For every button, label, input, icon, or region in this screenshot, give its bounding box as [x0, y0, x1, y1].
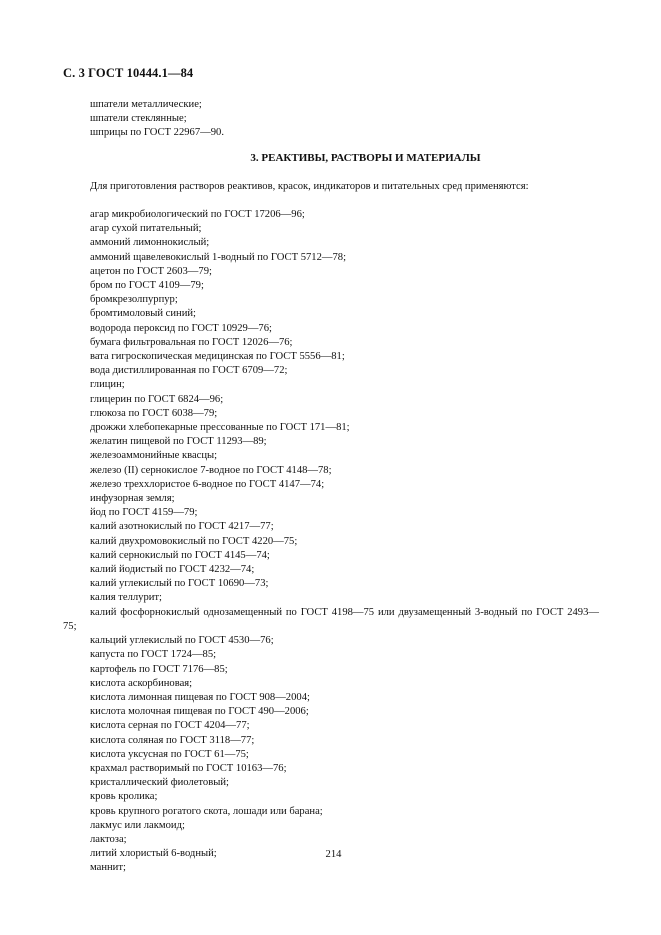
list-item: водорода пероксид по ГОСТ 10929—76;	[90, 322, 272, 334]
section-intro: Для приготовления растворов реактивов, красок, индикаторов и питательных сред применяются:	[90, 181, 529, 192]
list-item: бромкрезолпурпур;	[90, 294, 178, 306]
reagents-list	[63, 208, 599, 876]
list-item: калий двухромовокислый по ГОСТ 4220—75;	[90, 535, 298, 547]
list-item: маннит;	[90, 862, 126, 874]
list-item: глицин;	[90, 379, 125, 391]
list-item: кислота серная по ГОСТ 4204—77;	[90, 720, 250, 732]
list-item: аммоний лимоннокислый;	[90, 237, 210, 249]
list-item: агар микробиологический по ГОСТ 17206—96;	[90, 209, 305, 220]
list-item: агар сухой питательный;	[90, 223, 202, 235]
list-item: кальций углекислый по ГОСТ 4530—76;	[90, 635, 274, 647]
list-item: ацетон по ГОСТ 2603—79;	[90, 265, 212, 277]
list-item: калий йодистый по ГОСТ 4232—74;	[90, 564, 255, 576]
list-item: кислота уксусная по ГОСТ 61—75;	[90, 748, 249, 760]
list-item: крахмал растворимый по ГОСТ 10163—76;	[90, 762, 287, 774]
document-header: С. 3 ГОСТ 10444.1—84	[63, 66, 194, 80]
list-item: шпатели стеклянные;	[90, 113, 187, 125]
list-item: глюкоза по ГОСТ 6038—79;	[90, 407, 218, 419]
list-item: кислота аскорбиновая;	[90, 677, 193, 689]
list-item: калий углекислый по ГОСТ 10690—73;	[90, 578, 269, 590]
list-item: калия теллурит;	[90, 592, 162, 604]
list-item: кровь крупного рогатого скота, лошади или барана;	[90, 805, 323, 817]
list-item: кислота лимонная пищевая по ГОСТ 908—2004;	[90, 691, 310, 703]
list-item: калий сернокислый по ГОСТ 4145—74;	[90, 549, 270, 561]
list-item: калий фосфорнокислый однозамещенный по ГОСТ 4198—75 или двузамещенный 3-водный по ГОСТ 2493—75;	[63, 606, 599, 632]
list-item: калий азотнокислый по ГОСТ 4217—77;	[90, 521, 274, 533]
list-item: картофель по ГОСТ 7176—85;	[90, 663, 228, 675]
page-number: 214	[325, 849, 342, 860]
list-item: аммоний щавелевокислый 1-водный по ГОСТ 5712—78;	[90, 251, 347, 263]
list-item: йод по ГОСТ 4159—79;	[90, 507, 198, 519]
list-item: железо треххлористое 6-водное по ГОСТ 4147—74;	[90, 478, 325, 490]
list-item: кристаллический фиолетовый;	[90, 777, 229, 789]
list-item: бромтимоловый синий;	[90, 308, 196, 320]
list-item: вата гигроскопическая медицинская по ГОСТ 5556—81;	[90, 351, 345, 363]
list-item: капуста по ГОСТ 1724—85;	[90, 649, 217, 661]
list-item: глицерин по ГОСТ 6824—96;	[90, 393, 224, 405]
list-item: железоаммонийные квасцы;	[90, 450, 218, 462]
list-item: бумага фильтровальная по ГОСТ 12026—76;	[90, 336, 293, 348]
list-item: инфузорная земля;	[90, 493, 175, 505]
equipment-list-continued	[63, 98, 599, 141]
list-item: кровь кролика;	[90, 791, 158, 803]
list-item: шпатели металлические;	[90, 99, 202, 110]
list-item: бром по ГОСТ 4109—79;	[90, 280, 204, 292]
list-item: кислота молочная пищевая по ГОСТ 490—2006;	[90, 706, 309, 718]
section-title: 3. РЕАКТИВЫ, РАСТВОРЫ И МАТЕРИАЛЫ	[250, 152, 481, 164]
list-item: шприцы по ГОСТ 22967—90.	[90, 127, 224, 139]
list-item: дрожжи хлебопекарные прессованные по ГОСТ 171—81;	[90, 422, 350, 434]
list-item: лактоза;	[90, 833, 127, 845]
list-item: вода дистиллированная по ГОСТ 6709—72;	[90, 365, 288, 377]
list-item: желатин пищевой по ГОСТ 11293—89;	[90, 436, 267, 448]
list-item: лакмус или лакмоид;	[90, 819, 185, 831]
list-item: литий хлористый 6-водный;	[90, 848, 217, 860]
list-item: железо (II) сернокислое 7-водное по ГОСТ 4148—78;	[90, 464, 332, 476]
list-item: кислота соляная по ГОСТ 3118—77;	[90, 734, 255, 746]
